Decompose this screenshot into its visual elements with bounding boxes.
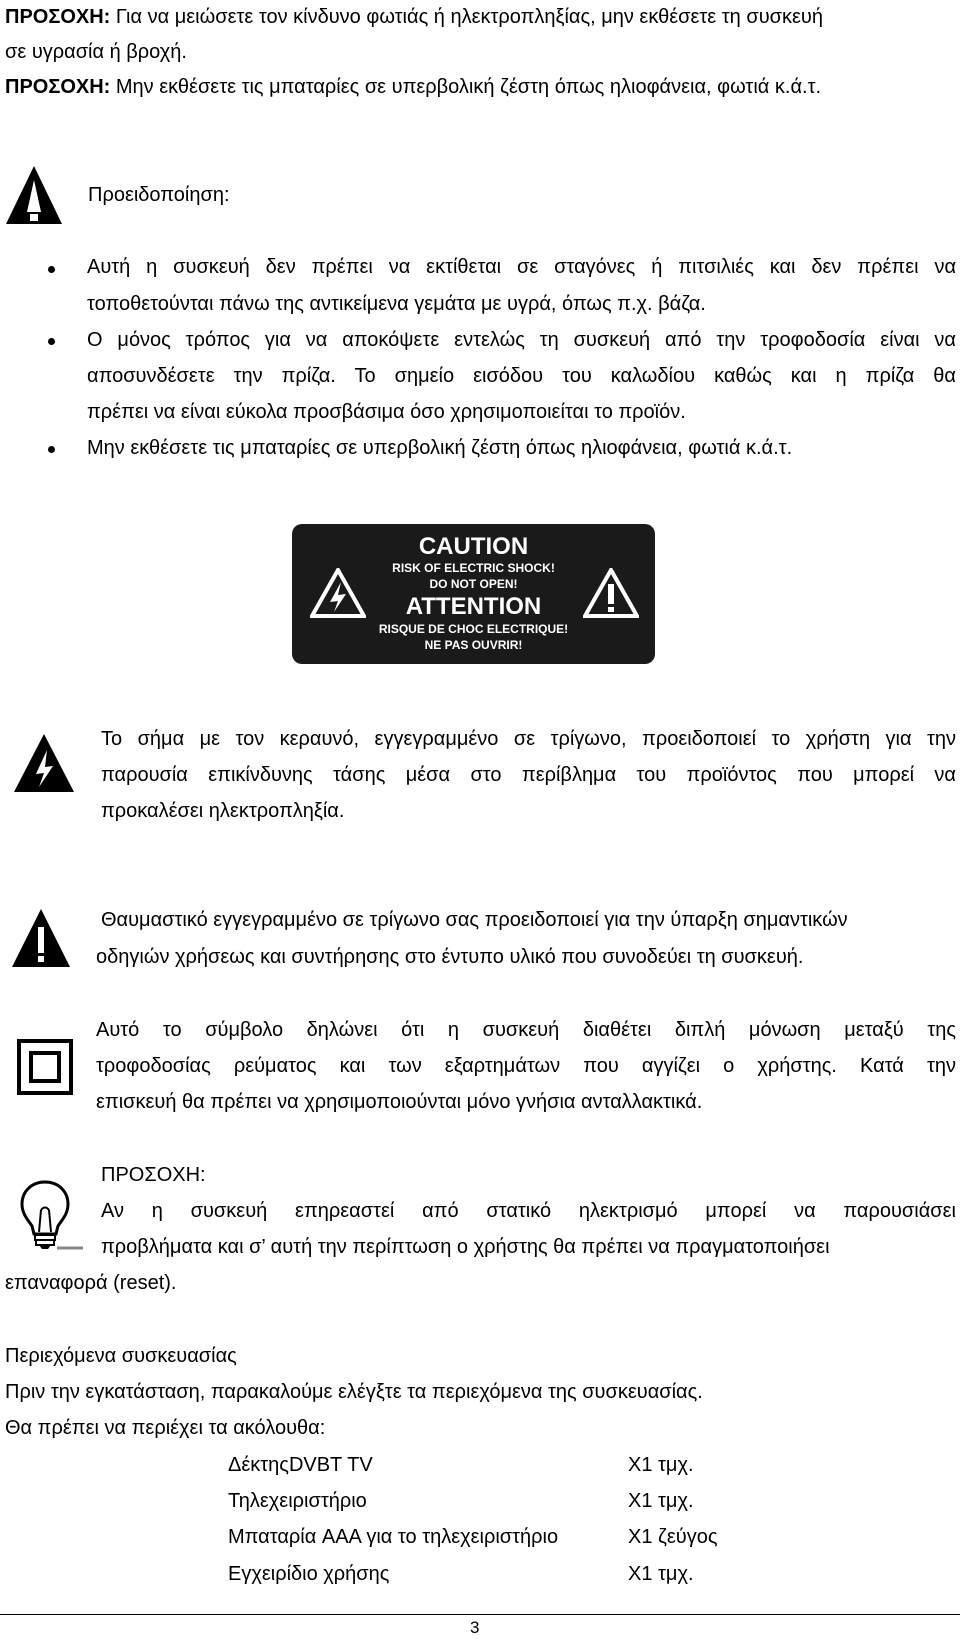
double-insulation-text-line-2: τροφοδοσίας ρεύματος και των εξαρτημάτων που αγγίζει ο χρήστης. Κατά την xyxy=(96,1055,956,1077)
caution-do-not-open-text: DO NOT OPEN! xyxy=(429,577,518,591)
package-item-qty: X1 τμχ. xyxy=(628,1490,694,1512)
warning-1-text: Για να μειώσετε τον κίνδυνο φωτιάς ή ηλεκτροπληξίας, μην εκθέσετε τη συσκευή xyxy=(110,6,823,28)
notice-bullet-1-line-1: Αυτή η συσκευή δεν πρέπει να εκτίθεται σε σταγόνες ή πιτσιλιές και δεν πρέπει να xyxy=(87,256,956,278)
package-item-qty: X1 ζεύγος xyxy=(628,1526,718,1548)
warning-2 xyxy=(5,75,821,99)
exclamation-text-line-1: Θαυμαστικό εγγεγραμμένο σε τρίγωνο σας προειδοποιεί για την ύπαρξη σημαντικών xyxy=(101,909,848,931)
attention-do-not-open-text: NE PAS OUVRIR! xyxy=(424,638,523,652)
attention-risk-text: RISQUE DE CHOC ELECTRIQUE! xyxy=(378,622,569,636)
notice-bullet-2-line-2: αποσυνδέσετε την πρίζα. Το σημείο εισόδου του καλωδίου καθώς και η πρίζα θα xyxy=(87,365,956,387)
warning-1 xyxy=(5,5,823,29)
package-item-name: ΔέκτηςDVBT TV xyxy=(228,1454,373,1476)
package-item-qty: X1 τμχ. xyxy=(628,1563,694,1585)
package-title: Περιεχόμενα συσκευασίας xyxy=(5,1345,237,1367)
exclamation-text-line-2: οδηγιών χρήσεως και συντήρησης στο έντυπο υλικό που συνοδεύει τη συσκευή. xyxy=(96,946,804,968)
package-item-name: Μπαταρία AAA για το τηλεχειριστήριο xyxy=(228,1526,559,1548)
caution-risk-text: RISK OF ELECTRIC SHOCK! xyxy=(392,561,555,575)
warning-2-label: ΠΡΟΣΟΧΗ: xyxy=(5,76,111,98)
warning-2-text: Μην εκθέσετε τις μπαταρίες σε υπερβολική ζέστη όπως ηλιοφάνεια, φωτιά κ.ά.τ. xyxy=(110,76,822,98)
footer-divider xyxy=(0,1614,960,1615)
package-item-name: Τηλεχειριστήριο xyxy=(228,1490,367,1512)
warning-1-continued: σε υγρασία ή βροχή. xyxy=(5,41,187,63)
lightning-text-line-2: παρουσία επικίνδυνης τάσης μέσα στο περίβλημα του προϊόντος που μπορεί να xyxy=(101,764,956,786)
static-text-line-1: Αν η συσκευή επηρεαστεί από στατικό ηλεκτρισμό μπορεί να παρουσιάσει xyxy=(101,1200,956,1222)
page-number: 3 xyxy=(470,1618,480,1637)
bullet-dot xyxy=(48,338,55,345)
notice-title: Προειδοποίηση: xyxy=(88,184,230,206)
notice-bullet-2-line-3: πρέπει να είναι εύκολα προσβάσιμα όσο χρησιμοποιείται το προϊόν. xyxy=(87,401,686,423)
caution-label xyxy=(292,524,655,664)
static-title: ΠΡΟΣΟΧΗ: xyxy=(101,1164,206,1186)
static-text-line-3: επαναφορά (reset). xyxy=(5,1272,177,1294)
lightbulb-icon xyxy=(17,1178,83,1254)
caution-title: CAUTION xyxy=(418,533,529,560)
double-insulation-text-line-3: επισκευή θα πρέπει να χρησιμοποιούνται μόνο γνήσια ανταλλακτικά. xyxy=(96,1091,703,1113)
package-intro: Πριν την εγκατάσταση, παρακαλούμε ελέγξτε τα περιεχόμενα της συσκευασίας. xyxy=(5,1381,703,1403)
static-text-line-2: προβλήματα και σ’ αυτή την περίπτωση ο χρήστης θα πρέπει να πραγματοποιήσει xyxy=(101,1236,830,1258)
notice-bullet-2-line-1: Ο μόνος τρόπος για να αποκόψετε εντελώς τη συσκευή από την τροφοδοσία είναι να xyxy=(87,329,956,351)
attention-title: ATTENTION xyxy=(405,593,542,620)
double-insulation-icon xyxy=(16,1038,74,1096)
warning-1-label: ΠΡΟΣΟΧΗ: xyxy=(5,6,111,28)
notice-bullet-1-line-2: τοποθετούνται πάνω της αντικείμενα γεμάτα με υγρά, όπως π.χ. βάζα. xyxy=(87,293,706,315)
exclamation-triangle-icon xyxy=(10,907,72,969)
lightning-triangle-icon xyxy=(12,732,76,794)
double-insulation-text-line-1: Αυτό το σύμβολο δηλώνει ότι η συσκευή διαθέτει διπλή μόνωση μεταξύ της xyxy=(96,1019,956,1041)
bullet-dot xyxy=(48,266,55,273)
notice-bullet-3-line-1: Μην εκθέσετε τις μπαταρίες σε υπερβολική ζέστη όπως ηλιοφάνεια, φωτιά κ.ά.τ. xyxy=(87,437,793,459)
package-item-qty: X1 τμχ. xyxy=(628,1454,694,1476)
package-item-name: Εγχειρίδιο χρήσης xyxy=(228,1563,390,1585)
exclamation-triangle-icon xyxy=(4,164,64,226)
lightning-triangle-icon xyxy=(310,568,366,618)
bullet-dot xyxy=(48,446,55,453)
package-should-contain: Θα πρέπει να περιέχει τα ακόλουθα: xyxy=(5,1417,326,1439)
lightning-text-line-3: προκαλέσει ηλεκτροπληξία. xyxy=(101,800,345,822)
lightning-text-line-1: Το σήμα με τον κεραυνό, εγγεγραμμένο σε τρίγωνο, προειδοποιεί το χρήστη για την xyxy=(101,728,956,750)
exclamation-triangle-icon xyxy=(583,568,639,618)
